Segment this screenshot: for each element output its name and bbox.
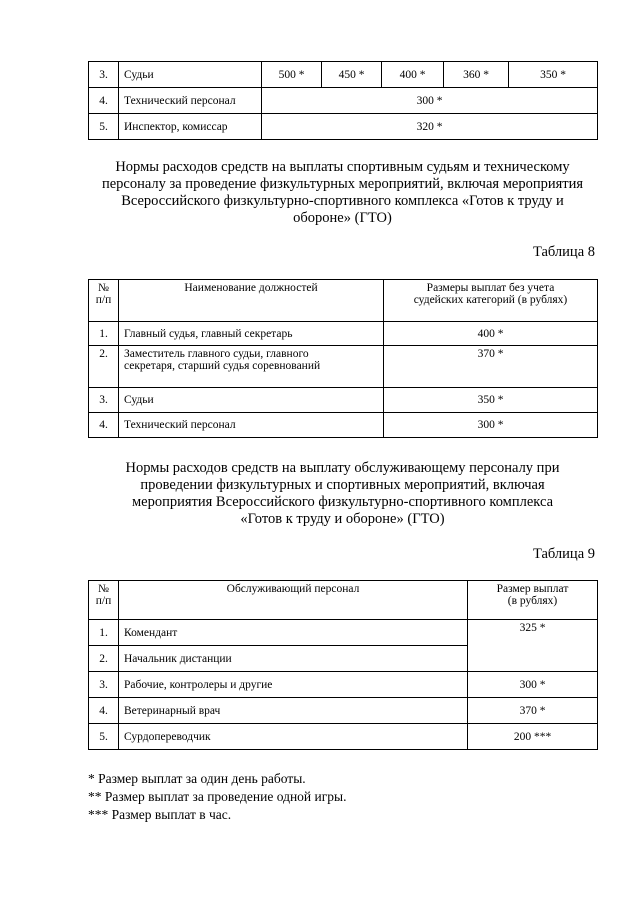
judges-fee-table-continuation xyxy=(88,61,598,140)
table-row xyxy=(89,388,598,413)
fee-value: 350 * xyxy=(384,388,598,413)
fee-merged: 300 * xyxy=(262,88,598,114)
position-name: Главный судья, главный секретарь xyxy=(119,322,384,346)
position-name: Судьи xyxy=(119,62,262,88)
section-9-heading: Нормы расходов средств на выплату обслуживающему персоналу при проведении физкультурных и спортивных мероприятий, включая мероприятия Всероссийского физкультурно-спортивного комплекса «Готов к труду и обороне» (ГТО) xyxy=(125,460,560,527)
position-name: Судьи xyxy=(119,388,384,413)
table-row xyxy=(89,620,598,646)
row-number: 2. xyxy=(89,346,119,388)
table-row xyxy=(89,672,598,698)
fee-value: 370 * xyxy=(384,346,598,388)
fee-category-5: 350 * xyxy=(509,62,598,88)
fee-category-2: 450 * xyxy=(322,62,382,88)
table-row xyxy=(89,322,598,346)
footnotes xyxy=(88,770,346,824)
fee-value: 200 *** xyxy=(468,724,598,750)
table-row xyxy=(89,724,598,750)
row-number: 1. xyxy=(89,322,119,346)
row-number: 3. xyxy=(89,672,119,698)
header-fee: Размеры выплат без учета судейских категорий (в рублях) xyxy=(384,280,598,322)
table-row xyxy=(89,88,598,114)
position-name: Инспектор, комиссар xyxy=(119,114,262,140)
fee-value: 325 * xyxy=(468,620,598,672)
table-8 xyxy=(88,279,598,438)
footnote: * Размер выплат за один день работы. xyxy=(88,771,306,786)
fee-value: 370 * xyxy=(468,698,598,724)
fee-category-4: 360 * xyxy=(444,62,509,88)
table-8-label: Таблица 8 xyxy=(532,244,595,260)
staff-name: Начальник дистанции xyxy=(119,646,468,672)
position-name: Технический персонал xyxy=(119,413,384,438)
staff-name: Рабочие, контролеры и другие xyxy=(119,672,468,698)
header-staff: Обслуживающий персонал xyxy=(119,581,468,620)
section-8-heading: Нормы расходов средств на выплаты спортивным судьям и техническому персоналу за проведение физкультурных мероприятий, включая мероприятия Всероссийского физкультурно-спортивного комплекса «Готов к труду и обороне» (ГТО) xyxy=(101,159,584,226)
table-header-row xyxy=(89,280,598,322)
fee-category-3: 400 * xyxy=(382,62,444,88)
staff-name: Комендант xyxy=(119,620,468,646)
header-fee: Размер выплат (в рублях) xyxy=(468,581,598,620)
fee-value: 300 * xyxy=(384,413,598,438)
header-position: Наименование должностей xyxy=(119,280,384,322)
position-name: Технический персонал xyxy=(119,88,262,114)
header-number: № п/п xyxy=(89,581,119,620)
table-9-label: Таблица 9 xyxy=(532,546,595,562)
table-9 xyxy=(88,580,598,750)
row-number: 3. xyxy=(89,388,119,413)
header-number: № п/п xyxy=(89,280,119,322)
table-row xyxy=(89,62,598,88)
row-number: 2. xyxy=(89,646,119,672)
position-name: Заместитель главного судьи, главного секретаря, старший судья соревнований xyxy=(119,346,384,388)
table-header-row xyxy=(89,581,598,620)
table-row xyxy=(89,114,598,140)
fee-value: 300 * xyxy=(468,672,598,698)
row-number: 4. xyxy=(89,88,119,114)
table-row xyxy=(89,413,598,438)
row-number: 5. xyxy=(89,114,119,140)
staff-name: Сурдопереводчик xyxy=(119,724,468,750)
footnote: ** Размер выплат за проведение одной игры. xyxy=(88,789,347,804)
fee-category-1: 500 * xyxy=(262,62,322,88)
row-number: 4. xyxy=(89,413,119,438)
fee-value: 400 * xyxy=(384,322,598,346)
row-number: 4. xyxy=(89,698,119,724)
row-number: 5. xyxy=(89,724,119,750)
staff-name: Ветеринарный врач xyxy=(119,698,468,724)
row-number: 1. xyxy=(89,620,119,646)
table-row xyxy=(89,698,598,724)
footnote: *** Размер выплат в час. xyxy=(88,807,232,822)
row-number: 3. xyxy=(89,62,119,88)
fee-merged: 320 * xyxy=(262,114,598,140)
table-row xyxy=(89,346,598,388)
